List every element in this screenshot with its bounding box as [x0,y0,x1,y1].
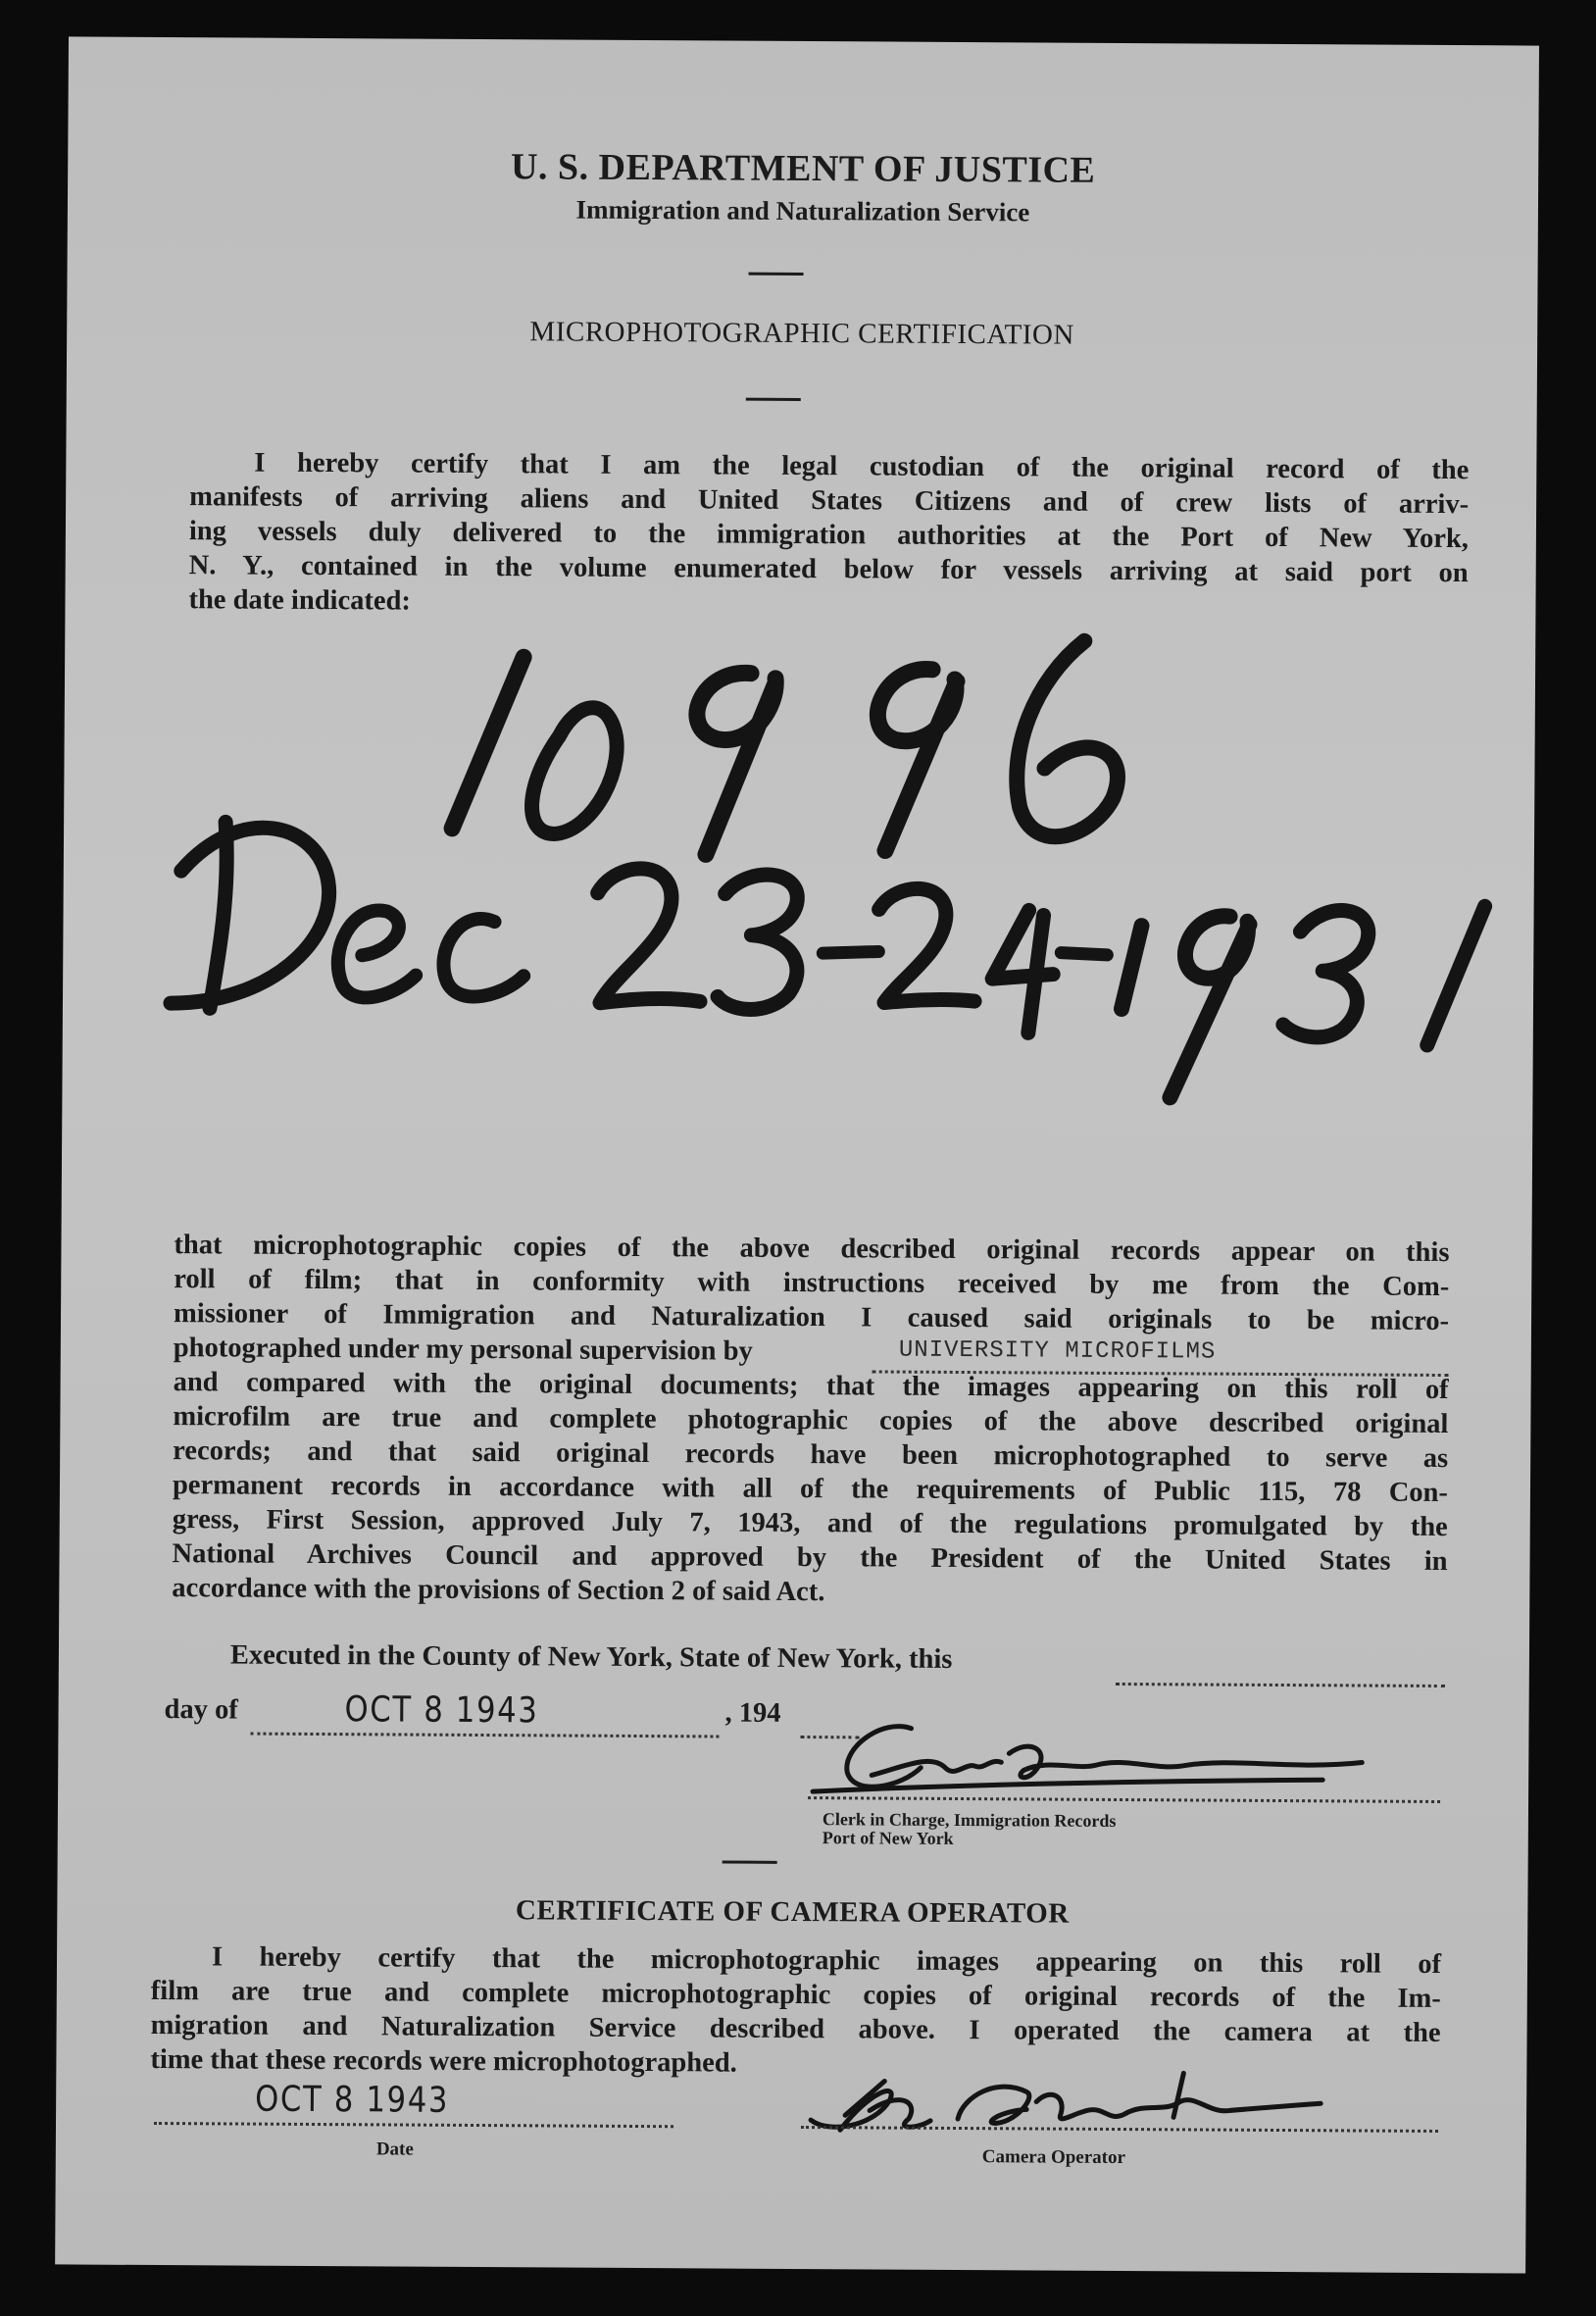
handwritten-entry [55,36,1539,2273]
supervisor-stamp: UNIVERSITY MICROFILMS [898,1336,1217,1366]
date-label: Date [375,2139,414,2160]
intro-line: the date indicated: [188,584,412,617]
clerk-title-line: Clerk in Charge, Immigration Records [822,1809,1117,1831]
camera-certificate-title: CERTIFICATE OF CAMERA OPERATOR [515,1894,1070,1930]
intro-paragraph [188,445,1469,625]
camera-line: time that these records were microphotographed. [150,2043,737,2079]
department-title: U. S. DEPARTMENT OF JUSTICE [510,146,1096,191]
body-line: photographed under my personal supervision by [173,1333,753,1367]
day-of-label: day of [164,1694,238,1726]
camera-line: film are true and complete microphotographic copies of original records of the Im- [150,1975,1441,2015]
year-line [800,1736,859,1738]
clerk-signature-line [808,1796,1440,1803]
executed-text: Executed in the County of New York, State of New York, this [229,1639,953,1675]
camera-paragraph [150,1939,1441,2085]
camera-line: I hereby certify that the microphotographic images appearing on this roll of [211,1941,1442,1981]
clerk-title [823,1810,1117,1849]
body-line: accordance with the provisions of Section 2 of said Act. [172,1573,825,1608]
year-suffix: , 194 [724,1697,781,1729]
body-line: National Archives Council and approved by the President of the United States in [172,1538,1448,1578]
clerk-title-line: Port of New York [822,1828,954,1848]
intro-line: manifests of arriving aliens and United States Citizens and of crew lists of arriv- [189,481,1470,521]
camera-operator-signature [55,36,1539,2273]
body-line: permanent records in accordance with all of the requirements of Public 115, 78 Con- [172,1470,1449,1509]
camera-operator-line [801,2126,1438,2133]
camera-date-line [154,2122,673,2128]
camera-operator-label: Camera Operator [981,2146,1126,2169]
clerk-signature [55,36,1539,2273]
body-line: that microphotographic copies of the above described original records appear on this [174,1230,1450,1269]
divider [723,1861,777,1864]
day-of-line [250,1733,719,1738]
divider [749,273,804,276]
service-subtitle: Immigration and Naturalization Service [575,194,1030,227]
section-title: MICROPHOTOGRAPHIC CERTIFICATION [529,316,1074,351]
execution-date-stamp: OCT 8 1943 [344,1689,539,1732]
body-line: microfilm are true and complete photographic copies of the above described original [173,1401,1449,1440]
body-line: missioner of Immigration and Naturalization I caused said originals to be micro- [173,1298,1450,1337]
camera-date-stamp: OCT 8 1943 [255,2079,450,2121]
intro-line: ing vessels duly delivered to the immigration authorities at the Port of New York, [188,516,1470,555]
intro-line: I hereby certify that I am the legal custodian of the original record of the [254,447,1470,486]
body-paragraph [172,1228,1449,1613]
certificate-sheet [55,36,1539,2273]
camera-line: migration and Naturalization Service described above. I operated the camera at the [150,2009,1441,2049]
body-line: gress, First Session, approved July 7, 1943, and of the regulations promulgated by the [172,1504,1448,1543]
body-line: and compared with the original documents; that the images appearing on this roll of [173,1367,1449,1406]
body-line: roll of film; that in conformity with instructions received by me from the Com- [174,1264,1450,1303]
executed-day-line [1116,1683,1445,1687]
body-line: records; and that said original records have been microphotographed to serve as [173,1435,1449,1475]
divider [746,398,801,401]
intro-line: N. Y., contained in the volume enumerated below for vessels arriving at said port on [188,550,1469,589]
